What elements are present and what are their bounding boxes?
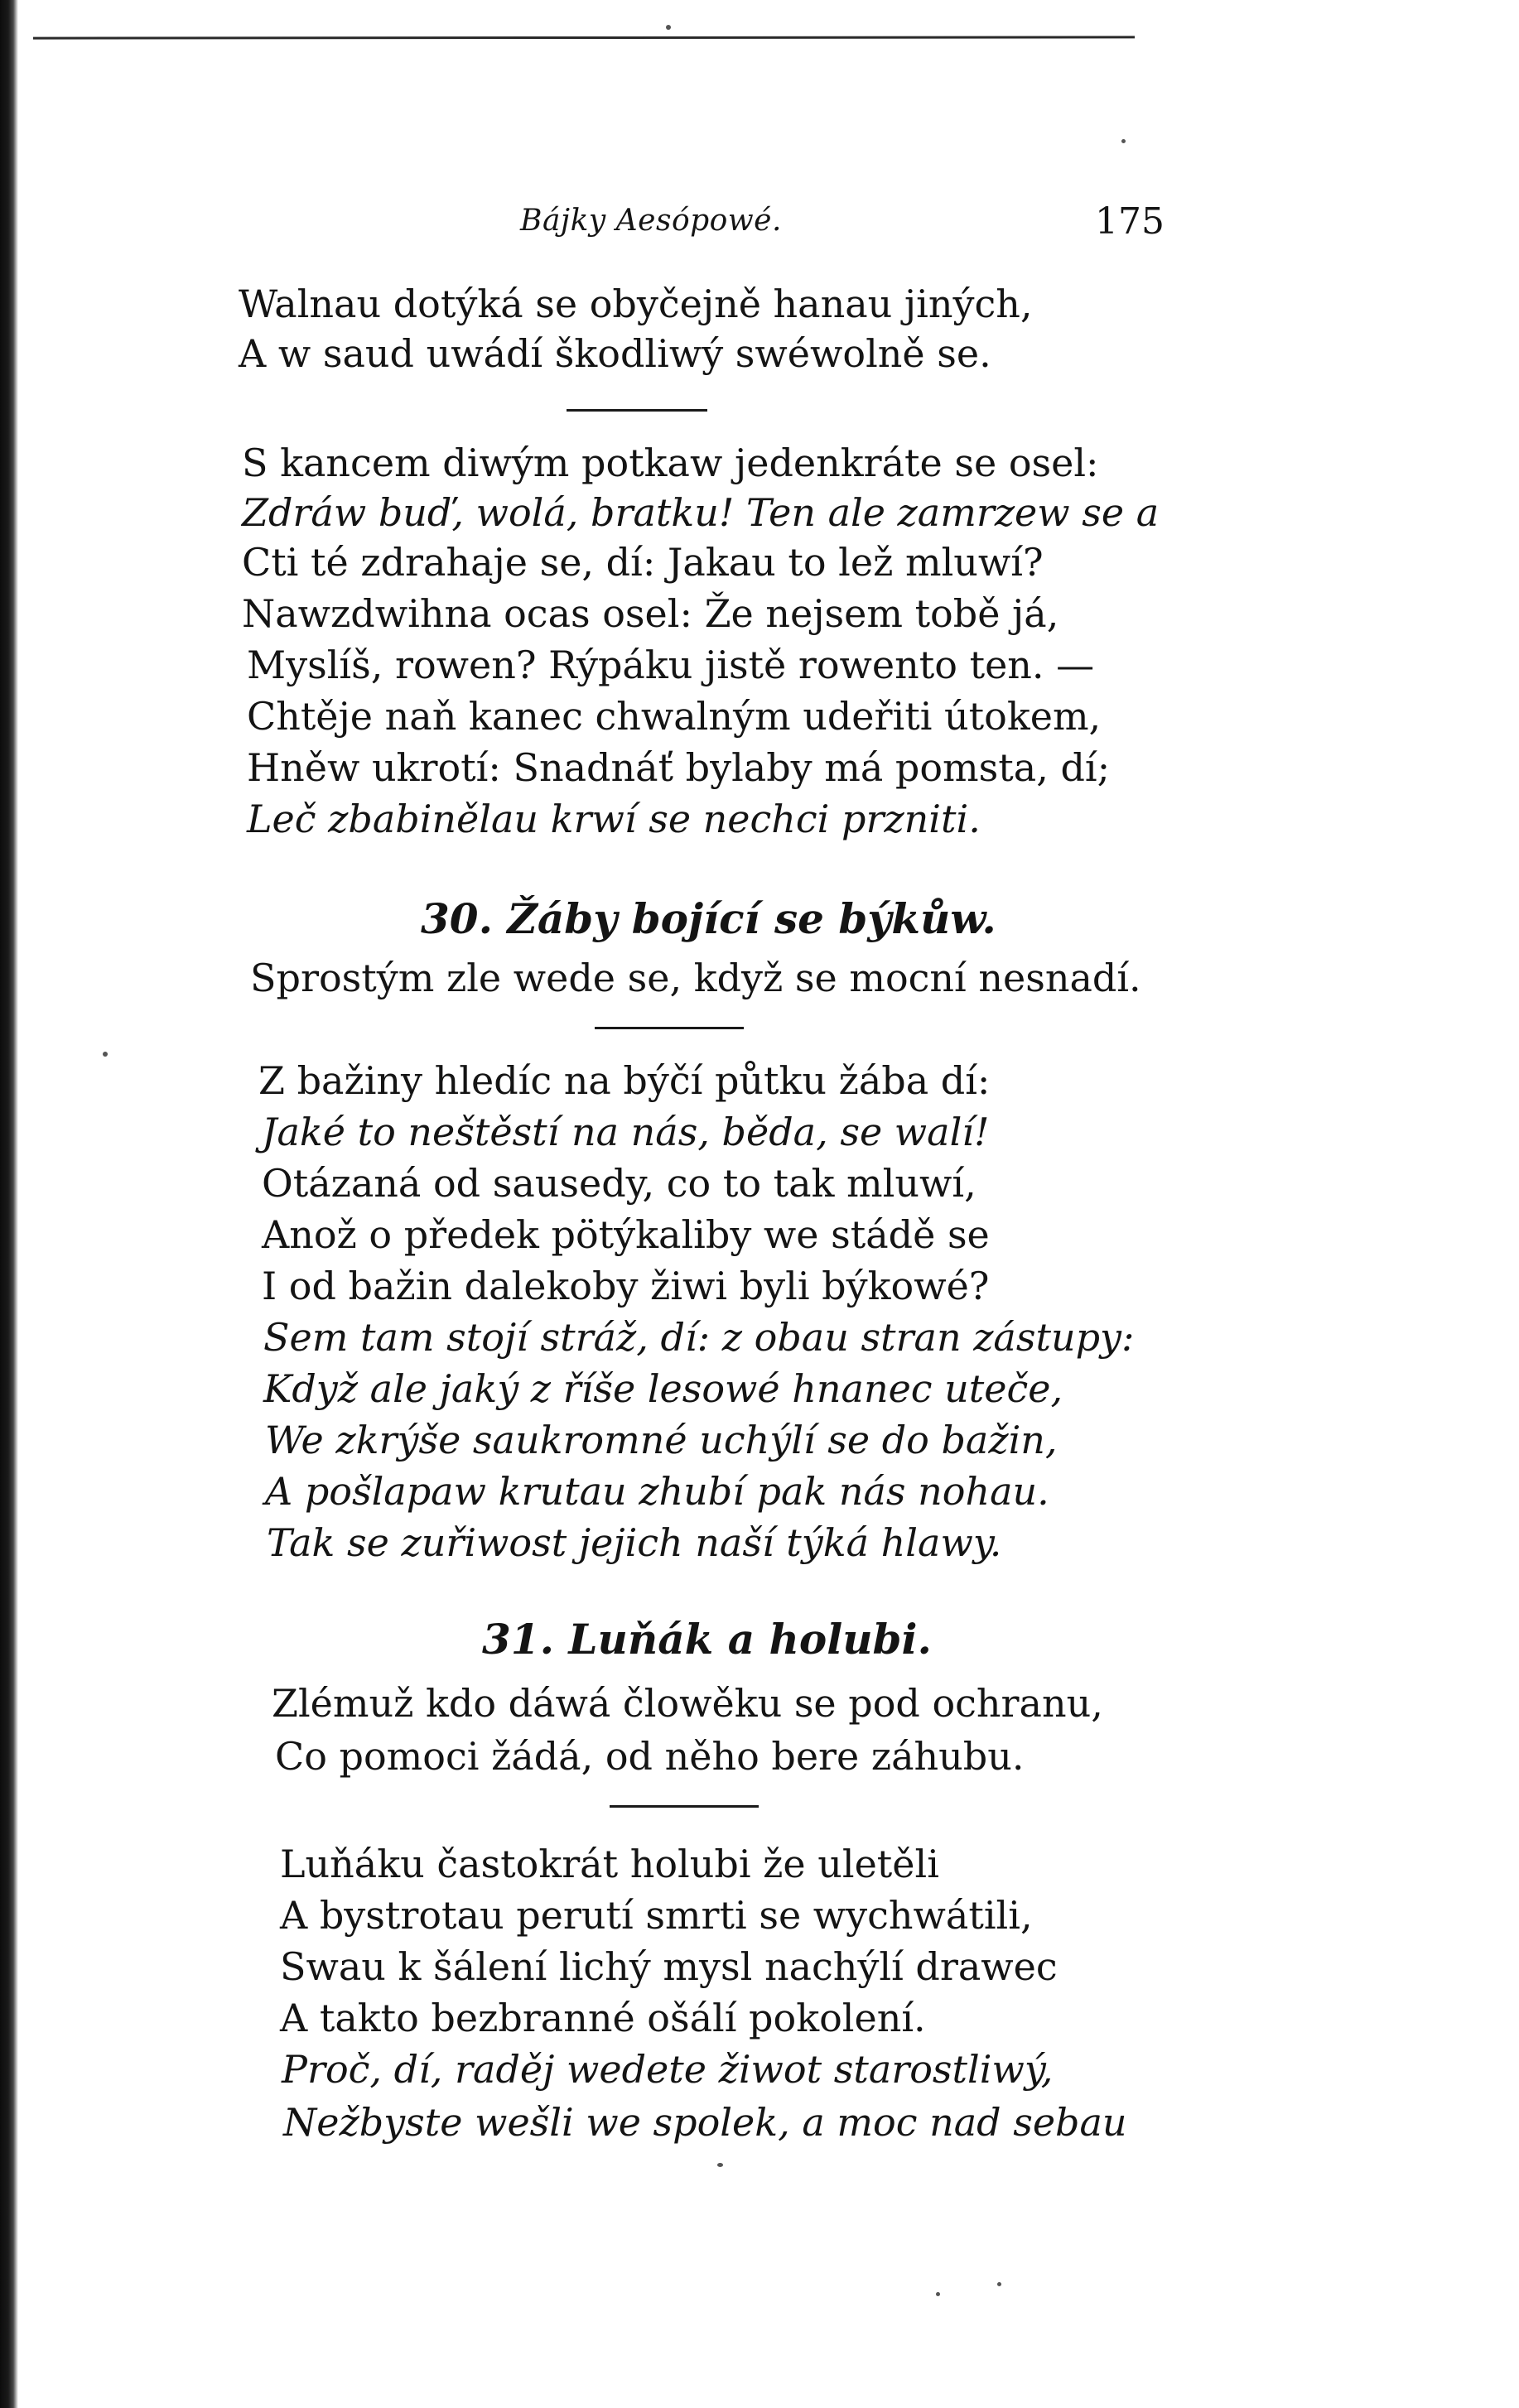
page-header [0, 192, 1519, 250]
scan-binding-edge [0, 0, 18, 2408]
verse-line: S kancem diwým potkaw jedenkráte se osel: [242, 441, 1099, 485]
scan-speck [1121, 139, 1126, 143]
page-number: 175 [1095, 200, 1165, 243]
section-rule [595, 1027, 744, 1029]
scan-speck [717, 2163, 723, 2167]
verse-line: Tak se zuřiwost jejich naší týká hlawy. [267, 1520, 1002, 1565]
verse-line: Zdráw buď, wolá, bratku! Ten ale zamrzew se a [242, 490, 1160, 535]
verse-line: A pošlapaw krutau zhubí pak nás nohau. [265, 1469, 1049, 1514]
verse-line: Hněw ukrotí: Snadnáť bylaby má pomsta, dí; [247, 745, 1111, 790]
verse-line: Proč, dí, raděj wedete žiwot starostliwý, [282, 2047, 1054, 2092]
fable-title: 31. Luňák a holubi. [482, 1615, 932, 1664]
verse-line: Luňáku častokrát holubi že uletěli [280, 1842, 939, 1886]
section-rule [610, 1805, 759, 1808]
page-top-edge [33, 36, 1135, 39]
verse-line: Myslíš, rowen? Rýpáku jistě rowento ten. — [247, 643, 1095, 687]
fable-moral: Co pomoci žádá, od něho bere záhubu. [275, 1734, 1025, 1779]
verse-line: A bystrotau perutí smrti se wychwátili, [280, 1893, 1033, 1938]
fable-moral: Zlémuž kdo dáwá člowěku se pod ochranu, [272, 1681, 1103, 1726]
scan-speck [666, 25, 671, 30]
verse-line: Sem tam stojí stráž, dí: z obau stran zástupy: [263, 1315, 1135, 1360]
verse-line: Leč zbabinělau krwí se nechci przniti. [247, 797, 981, 841]
fable-title: 30. Žáby bojící se býkůw. [421, 894, 996, 943]
verse-line: Otázaná od sausedy, co to tak mluwí, [262, 1161, 976, 1206]
moral-line: Walnau dotýká se obyčejně hanau jiných, [239, 282, 1033, 326]
scan-speck [103, 1052, 108, 1057]
verse-line: Swau k šálení lichý mysl nachýlí drawec [280, 1944, 1058, 1989]
verse-line: Jaké to neštěstí na nás, běda, se walí! [262, 1110, 990, 1154]
verse-line: Nawzdwihna ocas osel: Že nejsem tobě já, [242, 591, 1059, 636]
verse-line: Chtěje naň kanec chwalným udeřiti útokem, [247, 694, 1102, 739]
verse-line: A takto bezbranné ošálí pokolení. [280, 1996, 926, 2040]
fable-moral: Sprostým zle wede se, když se mocní nesnadí. [250, 956, 1141, 1000]
verse-line: Z bažiny hledíc na býčí půtku žába dí: [258, 1058, 991, 1103]
running-head: Bájky Aesópowé. [520, 204, 782, 238]
verse-line: Anož o předek pötýkaliby we stádě se [262, 1212, 990, 1257]
verse-line: We zkrýše saukromné uchýlí se do bažin, [265, 1418, 1058, 1462]
verse-line: Když ale jaký z říše lesowé hnanec uteče, [263, 1366, 1063, 1411]
scan-speck [997, 2282, 1001, 2286]
moral-line: A w saud uwádí škodliwý swéwolně se. [239, 331, 991, 376]
verse-line: Cti té zdrahaje se, dí: Jakau to lež mluwí? [242, 540, 1044, 585]
section-rule [567, 409, 707, 412]
scan-speck [936, 2292, 940, 2296]
verse-line: Nežbyste wešli we spolek, a moc nad sebau [283, 2100, 1127, 2145]
verse-line: I od bažin dalekoby žiwi byli býkowé? [262, 1264, 990, 1308]
